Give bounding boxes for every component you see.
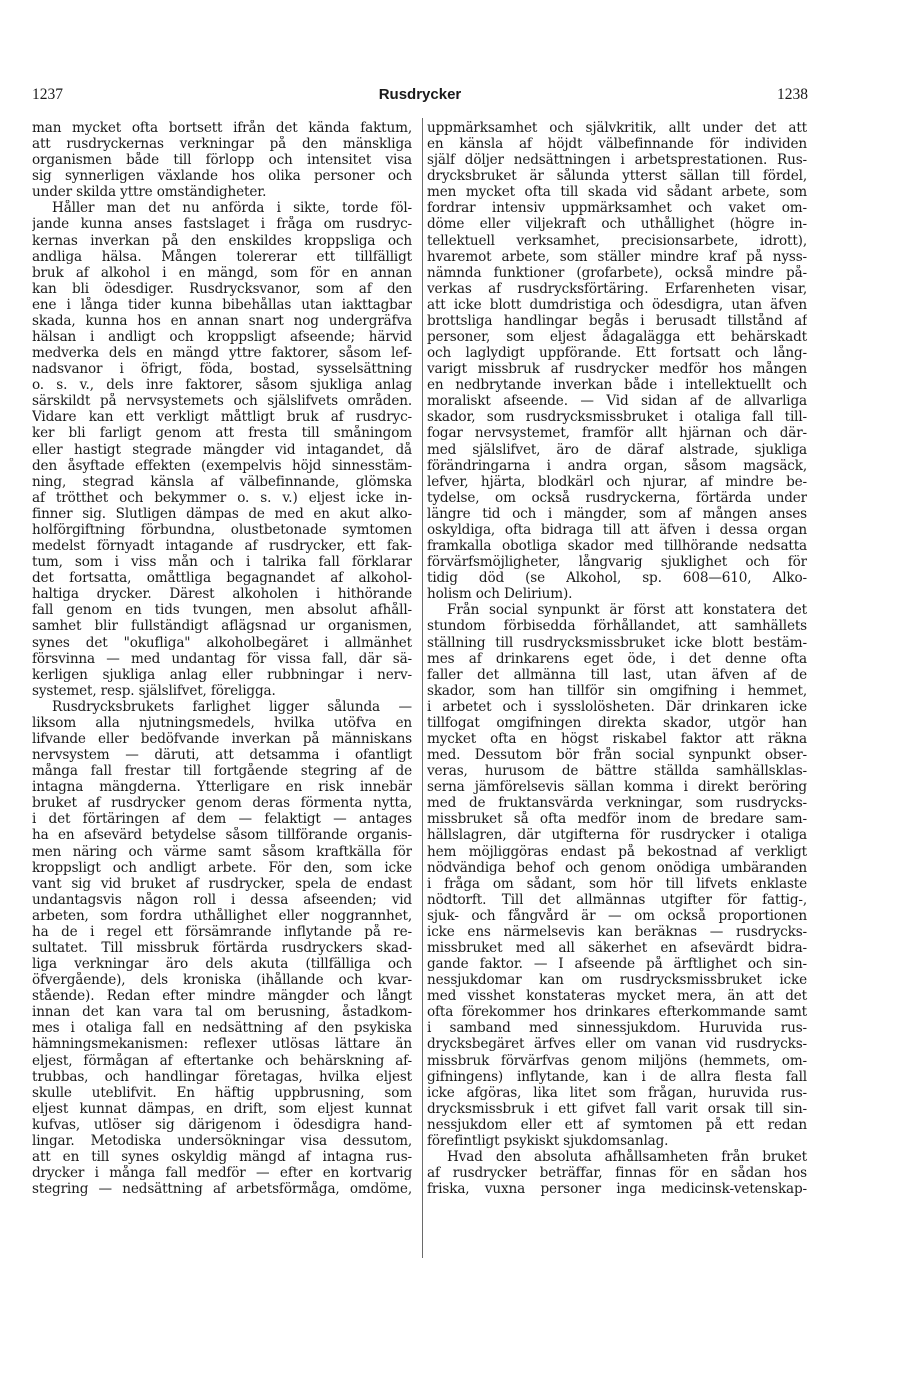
text-line: skador, som rusdrycksmissbruket i otaliga fall till- [427, 409, 807, 426]
text-line: af trötthet och bekymmer o. s. v.) eljest icke in- [32, 489, 412, 506]
text-line: medverka dels en mängd yttre faktorer, såsom lef- [32, 345, 412, 362]
text-line: kernas inverkan på den enskildes kroppsliga och [32, 232, 412, 249]
text-line: faller det allmänna till last, utan äfven af de [427, 666, 807, 683]
text-line: under skilda yttre omständigheter. [32, 184, 267, 201]
text-line: kroppsligt och andligt arbete. För den, som icke [32, 859, 412, 876]
text-line: nessjukdom eller ett af symtomen på ett redan [427, 1116, 807, 1133]
text-line: ning, stegrad känsla af välbefinnande, glömska [32, 473, 412, 490]
text-line: tillfogat omgifningen direkta skador, utgör han [427, 714, 807, 731]
text-line: undantagsvis någon roll i dessa afseenden; vid [32, 891, 412, 908]
text-line: mes i otaliga fall en nedsättning af den psykiska [32, 1020, 412, 1037]
text-line: gande faktor. — I afseende på ärftlighet och sin- [427, 956, 807, 973]
text-line: tydelse, om också rusdryckerna, förtärda under [427, 489, 807, 506]
text-line: men näring och värme samt såsom kraftkälla för [32, 843, 412, 860]
text-line: förvärfsmöjligheter, långvarig sjuklighet och för [427, 554, 807, 571]
text-line: att en till synes oskyldig mängd af intagna rus- [32, 1149, 412, 1165]
text-line: systemet, resp. själslifvet, föreligga. [32, 682, 276, 699]
text-line: trubbas, och handlingar företagas, hvilka eljest [32, 1068, 412, 1085]
text-line: skador, som han tillför sin omgifning i hemmet, [427, 682, 807, 699]
text-line: varigt missbruk af rusdrycker medför hos mången [427, 361, 807, 378]
text-line: af rusdrycker beträffar, finnas för en sådan hos [427, 1165, 807, 1182]
text-line: framkalla obotliga skador med tillhörande nedsatta [427, 538, 807, 555]
text-line: många fall frestar till fortgående stegring af de [32, 763, 412, 780]
text-line: fogar nervsystemet, framför allt hjärnan och där- [427, 425, 807, 442]
text-line: nervsystem — däruti, att detsamma i ofantligt [32, 747, 412, 764]
text-line: nessjukdomar kan om rusdrycksmissbruket icke [427, 972, 807, 989]
text-line: i det förtäringen af dem — felaktigt — antages [32, 811, 412, 828]
text-line: förändringarna i andra organ, såsom magsäck, [427, 457, 807, 474]
text-line: Vidare kan ett verkligt måttligt bruk af rusdryc- [32, 409, 412, 426]
text-line: missbruket med all säkerhet en afsevärdt bidra- [427, 939, 807, 956]
text-line: stundom förbisedda förhållandet, att samhällets [427, 618, 807, 635]
text-line: ene i långa tider kunna bibehållas utan iakttagbar [32, 296, 412, 313]
text-line: ha en afsevärd betydelse såsom tillförande organis- [32, 827, 412, 844]
text-line: ker bli farligt genom att fresta till småningom [32, 425, 412, 442]
text-line: serna jämförelsevis sällan komma i direkt beröring [427, 779, 807, 796]
text-line: lefver, hjärta, blodkärl och njurar, af mindre be- [427, 473, 807, 490]
text-line: en känsla af höjdt välbefinnande för individen [427, 136, 807, 153]
text-line: hällslagren, där utgifterna för rusdrycker i otaliga [427, 827, 807, 844]
text-line: eller hastigt stegrade mängder vid intagandet, då [32, 441, 412, 458]
text-line: och laglydigt uppförande. Ett fortsatt och lång- [427, 345, 807, 362]
text-line: i fråga om sådant, som hör till lifvets enklaste [427, 875, 807, 892]
text-line: drycksbegäret ärfves eller om vanan vid rusdrycks- [427, 1036, 807, 1053]
text-column-left [32, 120, 412, 1197]
text-line: organismen både till förlopp och intensitet visa [32, 152, 412, 169]
text-line: mycket ofta en högst riskabel faktor att räkna [427, 730, 807, 747]
text-line: gifningens) inflytande, kan i de allra flesta fall [427, 1068, 807, 1085]
text-line: Håller man det nu anförda i sikte, torde föl- [52, 200, 412, 217]
text-line: men mycket ofta till skada vid sådant arbete, som [427, 184, 807, 201]
text-line: förefintligt psykiskt sjukdomsanlag. [427, 1132, 669, 1149]
text-line: icke ens närmelsevis kan beräknas — rusdrycks- [427, 923, 807, 940]
text-line: stegring — nedsättning af arbetsförmåga, omdöme, [32, 1181, 412, 1198]
text-line: bruk af alkohol i en mängd, som för en annan [32, 264, 412, 281]
text-line: bruket af rusdrycker genom deras förmenta nytta, [32, 795, 412, 812]
text-line: sjuk- och fångvård är — om också proportionen [427, 907, 807, 924]
text-line: vant sig vid bruket af rusdrycker, spela de endast [32, 875, 412, 892]
text-line: kufvas, utlöser sig därigenom i ödesdigra hand- [32, 1116, 412, 1133]
text-line: skulle uteblifvit. En häftig uppbrusning, som [32, 1084, 412, 1101]
text-line: med. Dessutom bör från social synpunkt obser- [427, 747, 807, 764]
text-line: eljest, förmågan af eftertanke och behärskning af- [32, 1052, 412, 1069]
text-line: tidig död (se Alkohol, sp. 608—610, Alko- [427, 570, 807, 587]
text-line: holförgiftning förbundna, olustbetonade symtomen [32, 521, 412, 538]
text-line: man mycket ofta bortsett ifrån det kända faktum, [32, 120, 412, 136]
text-line: sig synnerligen växlande hos olika personer och [32, 168, 412, 185]
text-line: tellektuell verksamhet, precisionsarbete, idrott), [427, 232, 807, 249]
text-line: missbruket så ofta medför inom de bredare sam- [427, 811, 807, 828]
text-line: synes det "okufliga" alkoholbegäret i allmänhet [32, 634, 412, 651]
text-line: eljest kunnat dämpas, en drift, som eljest kunnat [32, 1100, 412, 1117]
text-line: veras, hurusom de bättre ställda samhällsklas- [427, 763, 807, 780]
text-line: icke afgöras, lika litet som frågan, huruvida rus- [427, 1084, 807, 1101]
text-line: försvinna — med undantag för vissa fall, där sä- [32, 650, 412, 667]
text-line: hälsan i andligt och kroppsligt afseende; härvid [32, 329, 412, 346]
text-line: den åsyftade effekten (exempelvis höjd sinnesstäm- [32, 457, 412, 474]
text-line: tum, som i viss mån och i talrika fall förklarar [32, 554, 412, 571]
text-line: Från social synpunkt är först att konstatera det [447, 602, 807, 619]
text-line: hem möjliggöras endast på bekostnad af verkligt [427, 843, 807, 860]
text-line: hämningsmekanismen: reflexer utlösas lättare än [32, 1036, 412, 1053]
text-line: öfvergående), dels kroniska (ihållande och kvar- [32, 972, 412, 989]
text-line: ofta förekommer hos drinkares efterkommande samt [427, 1004, 807, 1021]
page-header [32, 86, 808, 108]
text-line: att rusdryckernas verkningar på den mänskliga [32, 136, 412, 153]
text-line: att icke blott dumdristiga och ödesdigra, utan äfven [427, 296, 807, 313]
text-line: liksom alla njutningsmedels, hvilka utöfva en [32, 714, 412, 731]
text-line: nadsvanor i öfrigt, föda, bostad, sysselsättning [32, 361, 412, 378]
text-line: drycker i många fall medför — efter en kortvarig [32, 1165, 412, 1182]
text-line: holism och Delirium). [427, 586, 573, 603]
text-line: fall genom en tids tvungen, men absolut afhåll- [32, 602, 412, 619]
text-line: oskyldiga, ofta bidraga till att äfven i dessa organ [427, 521, 807, 538]
text-line: ha de i regel ett försämrande inflytande på re- [32, 923, 412, 940]
text-line: kan bli ödesdiger. Rusdrycksvanor, som af den [32, 280, 412, 297]
text-line: finner sig. Slutligen dämpas de med en akut alko- [32, 505, 412, 522]
text-line: innan det kan vara tal om berusning, åstadkom- [32, 1004, 412, 1021]
text-line: o. s. v., dels inre faktorer, såsom sjukliga anlag [32, 377, 412, 394]
text-line: liga verkningar äro dels akuta (tillfälliga och [32, 956, 412, 973]
text-line: kerligen sjukliga anlag eller rubbningar i nerv- [32, 666, 412, 683]
text-line: en nedbrytande inverkan både i intellektuellt och [427, 377, 807, 394]
page-number-left: 1237 [32, 86, 63, 103]
text-line: lifvande eller bedöfvande inverkan på människans [32, 730, 412, 747]
text-line: nödtorft. Till det allmännas utgifter för fattig-, [427, 891, 807, 908]
text-line: haltiga drycker. Därest alkoholen i hithörande [32, 586, 412, 603]
text-line: verkas af rusdrycksförtäring. Erfarenheten visar, [427, 280, 807, 297]
text-line: i arbetet och i sysslolösheten. Där drinkaren icke [427, 698, 807, 715]
text-line: det fortsatta, omåttliga begagnandet af alkohol- [32, 570, 412, 587]
text-line: jande kunna anses fastslaget i fråga om rusdryc- [32, 216, 412, 233]
text-line: arbeten, som fordra uthållighet eller noggrannhet, [32, 907, 412, 924]
text-line: skada, kunna hos en annan snart nog undergräfva [32, 312, 412, 329]
text-line: brottsliga handlingar begås i berusadt tillstånd af [427, 312, 807, 329]
column-divider [422, 118, 423, 1258]
text-line: medelst förnyadt intagande af rusdrycker, ett fak- [32, 538, 412, 555]
text-line: särskildt på nervsystemets och själslifvets områden. [32, 393, 412, 410]
text-line: samhet blir fullständigt aflägsnad ur organismen, [32, 618, 412, 635]
text-line: drycksmissbruk i ett gifvet fall varit orsak till sin- [427, 1100, 807, 1117]
text-column-right [427, 120, 807, 1197]
text-line: nämnda funktioner (grofarbete), också mindre på- [427, 264, 807, 281]
page-number-right: 1238 [777, 86, 808, 103]
text-line: drycksbruket är sålunda ytterst sällan till fördel, [427, 168, 807, 185]
text-line: döme eller viljekraft och uthållighet (högre in- [427, 216, 807, 233]
text-line: intagna mängderna. Ytterligare en risk innebär [32, 779, 412, 796]
text-line: sultatet. Till missbruk förtärda rusdryckers skad- [32, 939, 412, 956]
text-line: Rusdrycksbrukets farlighet ligger sålunda — [52, 698, 412, 715]
text-line: med själslifvet, äro de däraf alstrade, sjukliga [427, 441, 807, 458]
text-line: hvaremot arbete, som ställer mindre kraf på nyss- [427, 248, 807, 265]
text-line: med de fruktansvärda verkningar, som rusdrycks- [427, 795, 807, 812]
text-line: friska, vuxna personer inga medicinsk-vetenskap- [427, 1181, 807, 1198]
text-line: Hvad den absoluta afhållsamheten från bruket [447, 1149, 807, 1165]
text-line: mes af drinkarens eget öde, i det denne ofta [427, 650, 807, 667]
text-line: längre tid och i mängder, som af mången anses [427, 505, 807, 522]
text-line: själf döljer nedsättningen i arbetsprestationen. Rus- [427, 152, 807, 169]
text-line: nödvändiga behof och genom onödiga umbäranden [427, 859, 807, 876]
text-line: fordrar intensiv uppmärksamhet och vaket om- [427, 200, 807, 217]
text-line: moraliskt afseende. — Vid sidan af de allvarliga [427, 393, 807, 410]
text-line: andliga hälsa. Mången tolererar ett tillfälligt [32, 248, 412, 265]
text-line: missbruk förvärfvas genom miljöns (hemmets, om- [427, 1052, 807, 1069]
running-title: Rusdrycker [378, 86, 462, 103]
text-line: med visshet konstateras mycket mera, än att det [427, 988, 807, 1005]
text-line: ställning till rusdrycksmissbruket icke blott bestäm- [427, 634, 807, 651]
text-line: lingar. Metodiska undersökningar visa dessutom, [32, 1132, 412, 1149]
text-line: uppmärksamhet och självkritik, allt under det att [427, 120, 807, 136]
text-line: i samband med sinnessjukdom. Huruvida rus- [427, 1020, 807, 1037]
text-line: stående). Redan efter mindre mängder och långt [32, 988, 412, 1005]
text-line: personer, som eljest ådagalägga ett behärskadt [427, 329, 807, 346]
